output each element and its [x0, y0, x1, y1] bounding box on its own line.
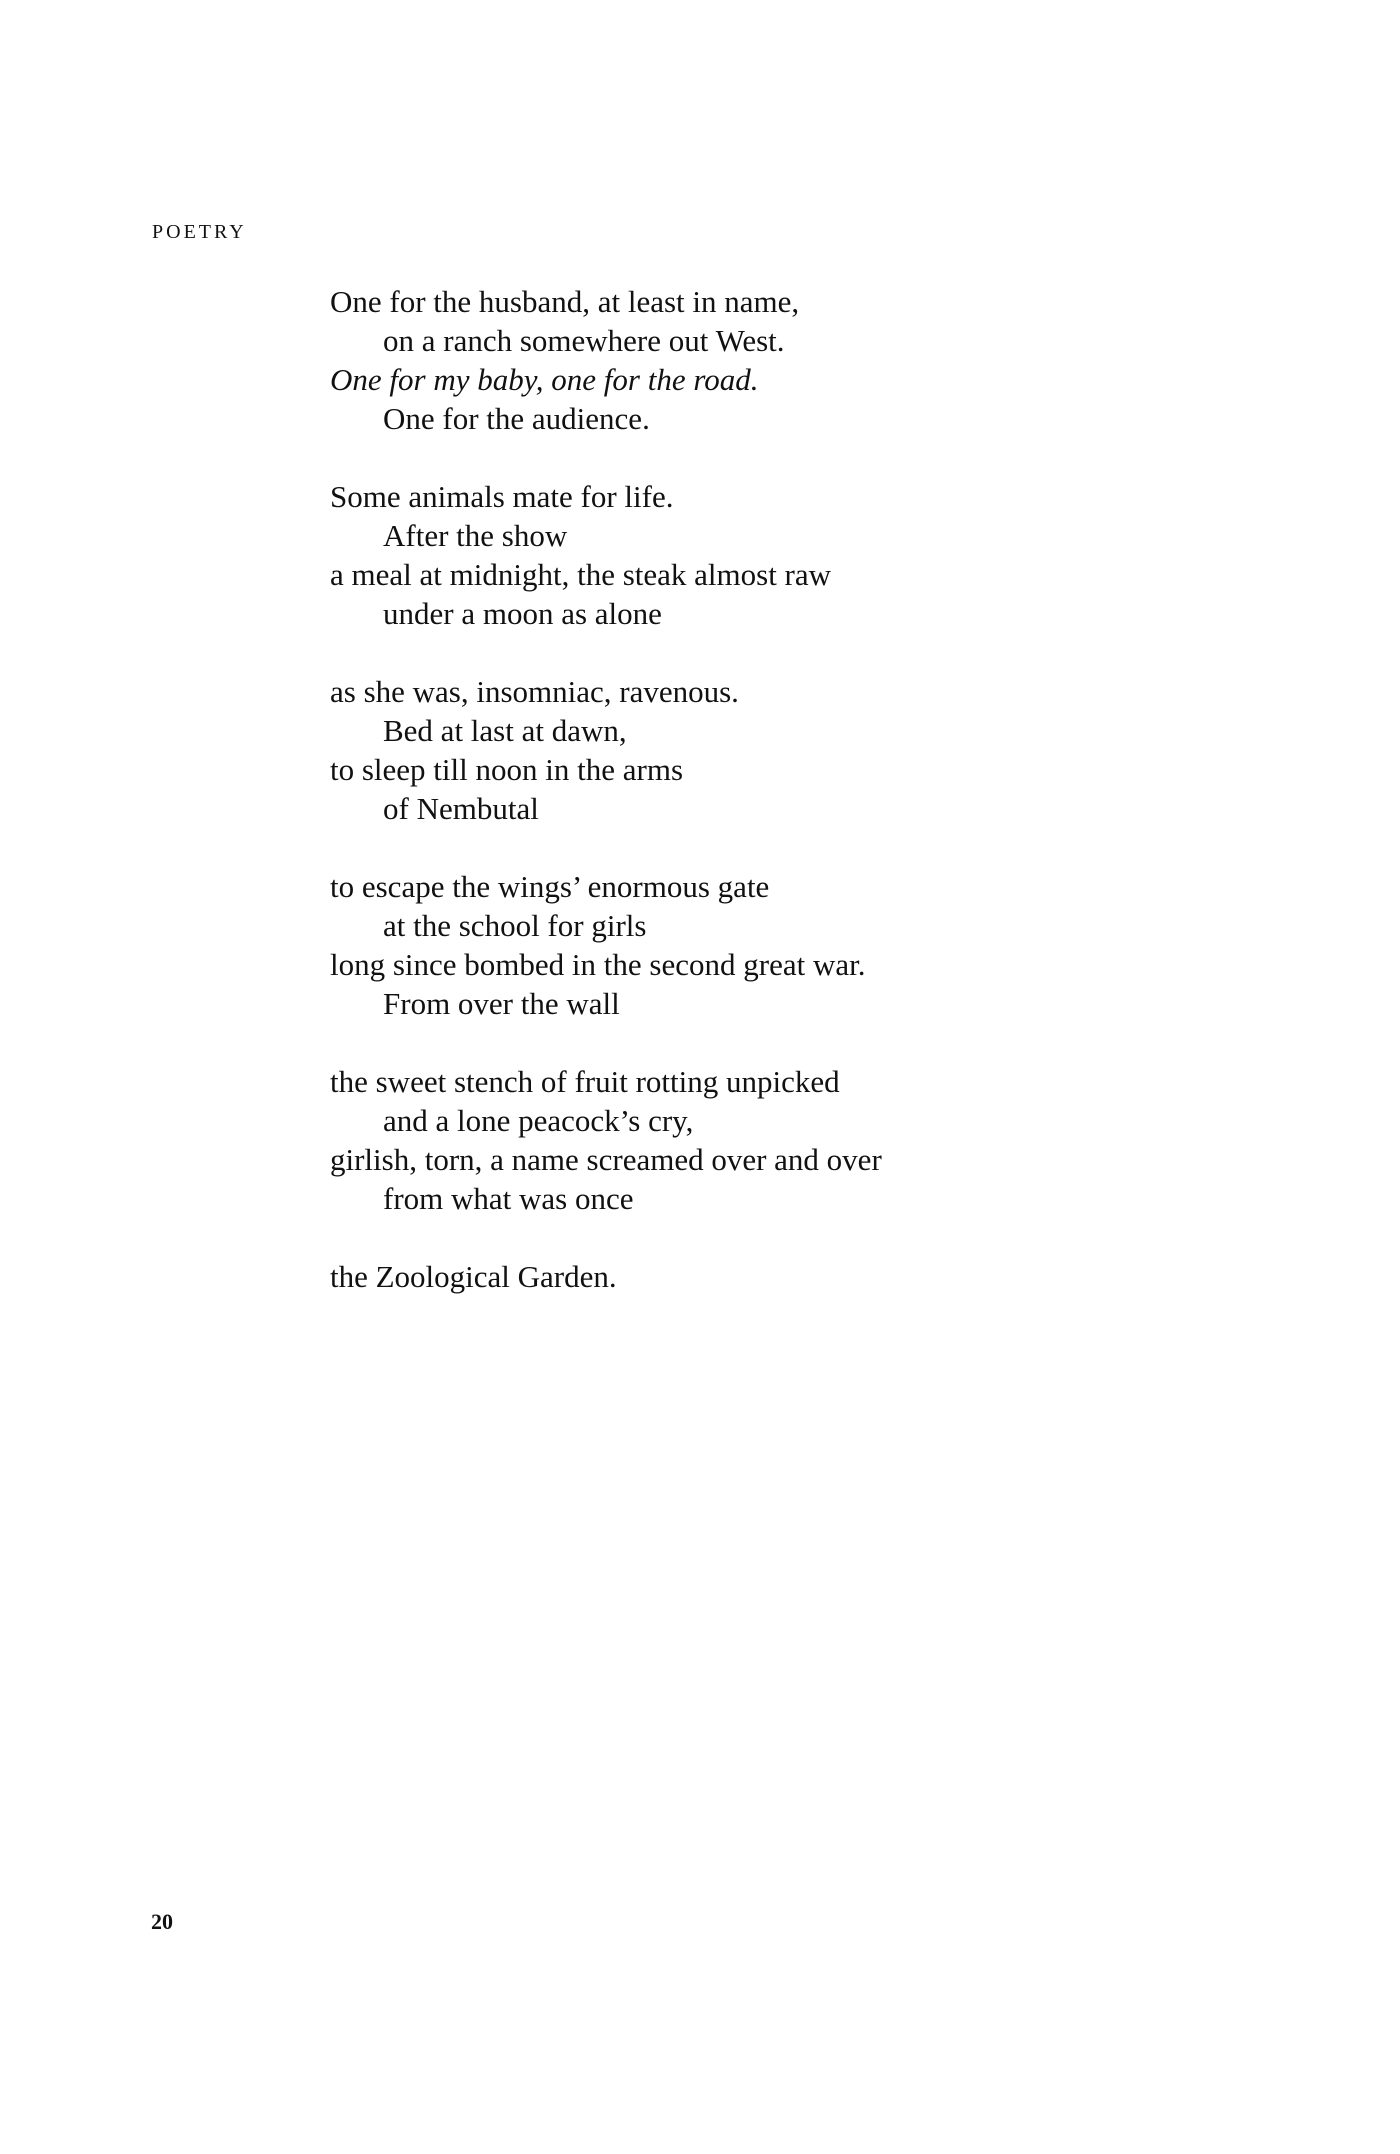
poem-line-indented: Bed at last at dawn, — [383, 713, 627, 748]
poem-line-indented: One for the audience. — [383, 401, 650, 436]
poem-line: girlish, torn, a name screamed over and over — [330, 1142, 882, 1177]
poem-line-indented: on a ranch somewhere out West. — [383, 323, 785, 358]
stanza-5 — [330, 1062, 882, 1218]
poem-line-indented: and a lone peacock’s cry, — [383, 1103, 694, 1138]
stanza-3 — [330, 672, 882, 828]
poem-line: to escape the wings’ enormous gate — [330, 869, 770, 904]
page-number: 20 — [151, 1909, 173, 1934]
poem-line: to sleep till noon in the arms — [330, 752, 684, 787]
stanza-2 — [330, 477, 882, 633]
stanza-6 — [330, 1257, 882, 1296]
poem-line: the Zoological Garden. — [330, 1259, 617, 1294]
poem-line-indented: under a moon as alone — [383, 596, 662, 631]
running-head: POETRY — [152, 221, 247, 243]
stanza-1 — [330, 282, 882, 438]
poem-body — [330, 282, 882, 1335]
poem-line-indented: From over the wall — [383, 986, 620, 1021]
poem-line: as she was, insomniac, ravenous. — [330, 674, 739, 709]
poem-line: a meal at midnight, the steak almost raw — [330, 557, 832, 592]
poem-line: the sweet stench of fruit rotting unpicked — [330, 1064, 840, 1099]
poem-line-indented: of Nembutal — [383, 791, 539, 826]
poem-line-indented: from what was once — [383, 1181, 634, 1216]
poem-line-indented: After the show — [383, 518, 568, 553]
stanza-4 — [330, 867, 882, 1023]
poem-line-indented: at the school for girls — [383, 908, 647, 943]
poem-line: Some animals mate for life. — [330, 479, 674, 514]
poem-line: One for the husband, at least in name, — [330, 284, 800, 319]
poem-line-italic: One for my baby, one for the road. — [330, 362, 759, 397]
poem-line: long since bombed in the second great war. — [330, 947, 866, 982]
